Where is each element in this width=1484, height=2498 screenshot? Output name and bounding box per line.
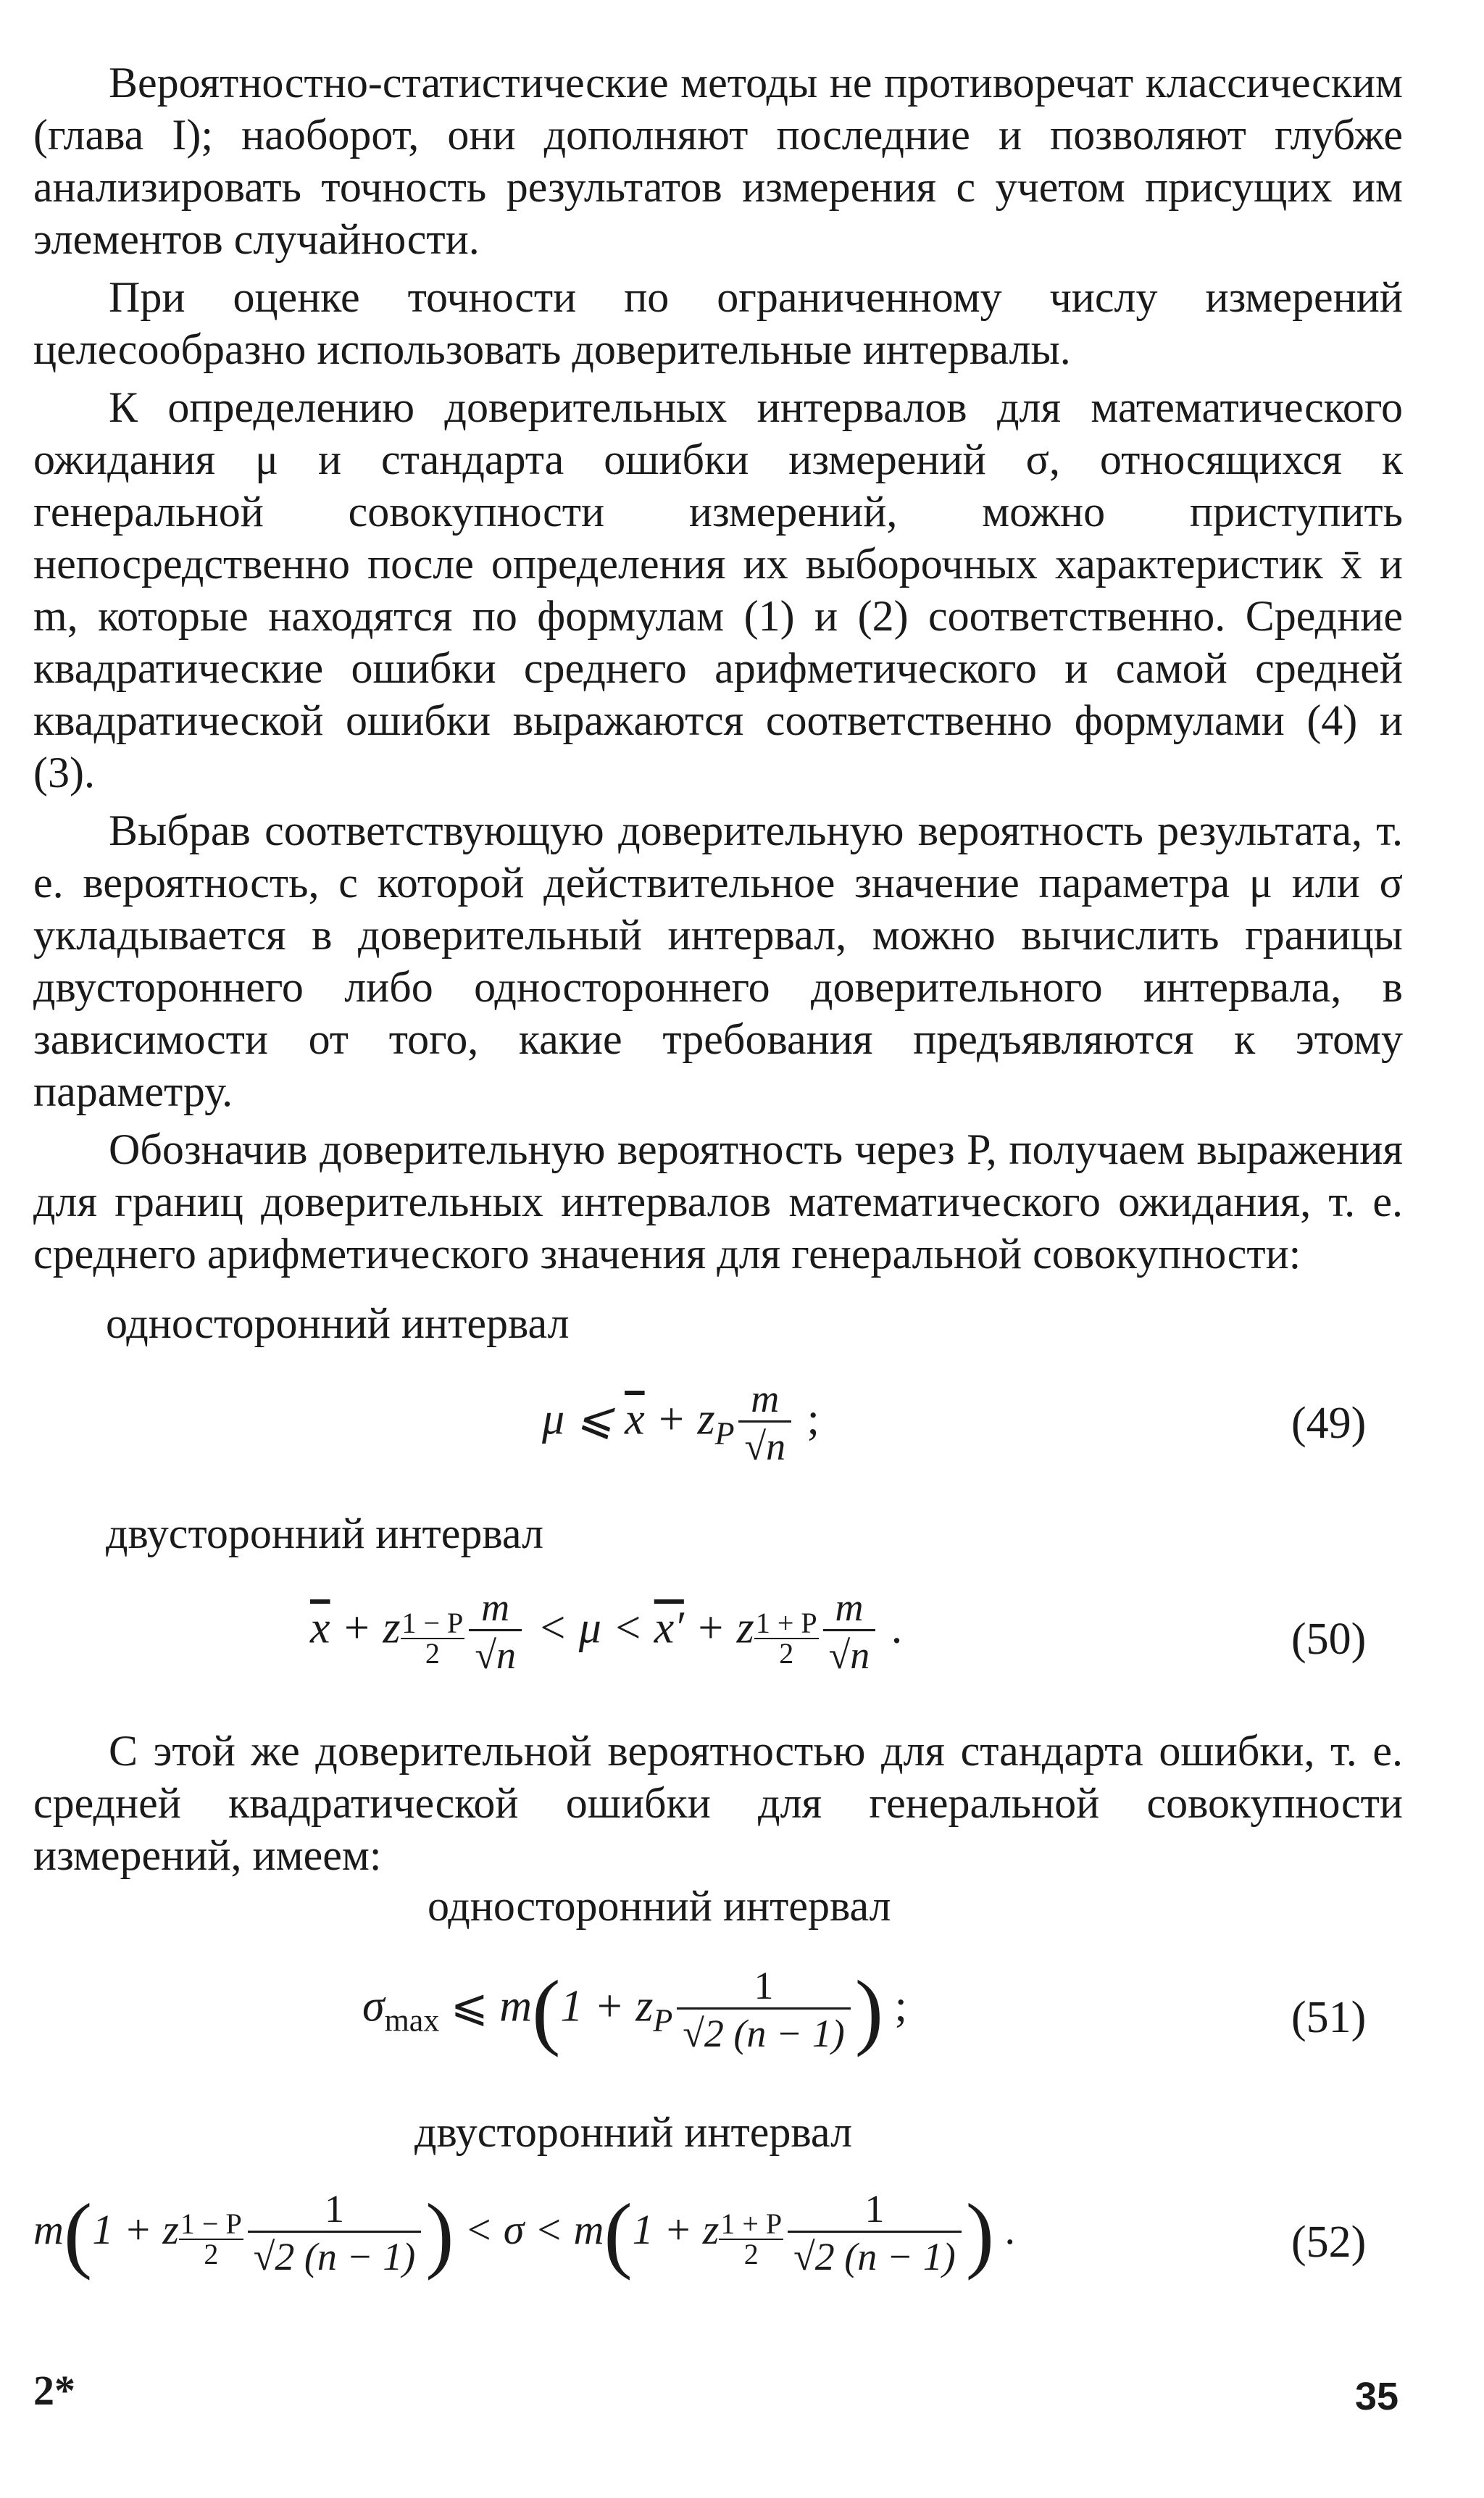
equation-number-49: (49) bbox=[1291, 1399, 1367, 1448]
eq52-num1: 1 bbox=[248, 2187, 422, 2233]
eq50-num1: m bbox=[469, 1586, 522, 1631]
eq51-sigma-sub: max bbox=[384, 2002, 440, 2039]
eq50-fraction-2 bbox=[823, 1586, 876, 1679]
eq50-sub2-den: 2 bbox=[779, 1636, 794, 1670]
eq50-fraction-1 bbox=[469, 1586, 522, 1679]
eq52-den1: √2 (n − 1) bbox=[253, 2235, 416, 2278]
paragraph-4: Выбрав соответствующую доверительную вероятность результата, т. е. вероятность, с которой действительное значение параметра μ или σ укладывается в доверительный интервал, можно вычислить границы двустороннего либо одностороннего доверительного интервала, в зависимости от того, какие требования предъявляются к этому параметру. bbox=[33, 807, 1403, 1115]
eq49-x: $\overline{x}$ bbox=[625, 1394, 645, 1444]
text-block-1 bbox=[33, 57, 1403, 1280]
eq52-sub1 bbox=[179, 2207, 243, 2270]
equation-number-52: (52) bbox=[1291, 2218, 1367, 2267]
paragraph-2: При оценке точности по ограниченному числу измерений целесообразно использовать доверительные интервалы. bbox=[33, 273, 1403, 373]
equation-52 bbox=[33, 2187, 1015, 2281]
label-one-sided-1: односторонний интервал bbox=[106, 1299, 570, 1347]
eq51-sub: P bbox=[653, 2002, 673, 2039]
page-number: 35 bbox=[1355, 2375, 1399, 2418]
eq50-sub2 bbox=[754, 1606, 819, 1670]
paragraph-3: К определению доверительных интервалов для математического ожидания μ и стандарта ошибки измерений σ, относящихся к генеральной совокупности измерений, можно приступить непосредственно после определения их выборочных характеристик x̄ и m, которые находятся по формулам (1) и (2) соответственно. Средние квадратические ошибки среднего арифметического и самой средней квадратической ошибки выражаются соответственно формулами (4) и (3). bbox=[33, 383, 1403, 796]
eq50-x1: $\overline{x}$ bbox=[310, 1603, 330, 1653]
paragraph-1: Вероятностно-статистические методы не противоречат классическим (глава I); наоборот, они дополняют последние и позволяют глубже анализировать точность результатов измерения с учетом присущих им элементов случайности. bbox=[33, 59, 1403, 263]
eq50-mid: < μ < bbox=[525, 1603, 654, 1653]
eq52-fraction-2 bbox=[788, 2187, 962, 2281]
eq49-num: m bbox=[738, 1377, 791, 1423]
eq50-sub1 bbox=[401, 1606, 465, 1670]
eq52-fraction-1 bbox=[248, 2187, 422, 2281]
eq52-sub2-den: 2 bbox=[743, 2237, 759, 2270]
eq50-sub2-num: 1 + P bbox=[755, 1606, 817, 1639]
eq51-left-paren: ( bbox=[532, 1962, 561, 2058]
equation-49 bbox=[542, 1377, 820, 1470]
eq52-m2: m bbox=[573, 2205, 604, 2253]
eq51-fraction bbox=[677, 1964, 851, 2057]
eq52-sub1-den: 2 bbox=[204, 2237, 219, 2270]
eq50-z2: + z bbox=[683, 1603, 754, 1653]
eq52-num2: 1 bbox=[788, 2187, 962, 2233]
eq52-sub2 bbox=[719, 2207, 783, 2270]
eq50-den1: √n bbox=[475, 1633, 516, 1677]
equation-50 bbox=[310, 1586, 902, 1679]
eq50-z1: + z bbox=[330, 1603, 401, 1653]
eq50-num2: m bbox=[823, 1586, 876, 1631]
eq51-tail: ; bbox=[883, 1981, 907, 2031]
eq52-right-paren-1: ) bbox=[425, 2186, 454, 2281]
eq49-fraction bbox=[738, 1377, 791, 1470]
eq52-sub2-num: 1 + P bbox=[720, 2207, 783, 2240]
paragraph-6: С этой же доверительной вероятностью для стандарта ошибки, т. е. средней квадратической ошибки для генеральной совокупности измерений, имеем: bbox=[33, 1727, 1403, 1879]
eq50-den2: √n bbox=[828, 1633, 870, 1677]
eq51-right-paren: ) bbox=[854, 1962, 884, 2058]
eq52-sub1-num: 1 − P bbox=[180, 2207, 242, 2240]
eq52-mid: < σ < bbox=[454, 2205, 574, 2253]
eq51-den: √2 (n − 1) bbox=[683, 2012, 845, 2055]
eq52-one-plus-z2: 1 + z bbox=[632, 2205, 720, 2253]
equation-number-51: (51) bbox=[1291, 1993, 1367, 2042]
eq52-left-paren-2: ( bbox=[604, 2186, 633, 2281]
signature-mark: 2* bbox=[33, 2367, 75, 2414]
eq52-right-paren-2: ) bbox=[965, 2186, 995, 2281]
eq49-tail: ; bbox=[796, 1394, 820, 1444]
label-two-sided-2: двусторонний интервал bbox=[414, 2108, 853, 2156]
eq52-tail: . bbox=[994, 2205, 1016, 2253]
eq49-sub: P bbox=[714, 1415, 735, 1452]
eq49-z: + z bbox=[644, 1394, 715, 1444]
eq52-left-paren-1: ( bbox=[63, 2186, 93, 2281]
eq52-one-plus-z1: 1 + z bbox=[92, 2205, 179, 2253]
equation-number-50: (50) bbox=[1291, 1615, 1367, 1664]
eq50-x2: x′ bbox=[654, 1603, 684, 1653]
equation-51 bbox=[362, 1964, 907, 2057]
eq51-rel: ⩽ bbox=[439, 1981, 500, 2031]
label-two-sided-1: двусторонний интервал bbox=[106, 1510, 544, 1557]
eq50-sub1-den: 2 bbox=[425, 1636, 440, 1670]
eq49-lhs: μ ⩽ bbox=[542, 1394, 625, 1444]
eq50-sub1-num: 1 − P bbox=[401, 1606, 464, 1639]
eq51-m: m bbox=[499, 1981, 533, 2031]
text-block-2 bbox=[33, 1725, 1403, 1881]
eq49-den: √n bbox=[744, 1425, 786, 1468]
eq52-den2: √2 (n − 1) bbox=[793, 2235, 956, 2278]
eq51-one-plus-z: 1 + z bbox=[560, 1981, 654, 2031]
paragraph-5: Обозначив доверительную вероятность через P, получаем выражения для границ доверительных интервалов математического ожидания, т. е. среднего арифметического значения для генеральной совокупности: bbox=[33, 1125, 1403, 1278]
eq51-sigma: σ bbox=[362, 1981, 385, 2031]
eq52-m1: m bbox=[33, 2205, 64, 2253]
eq50-tail: . bbox=[880, 1603, 903, 1653]
label-one-sided-2: односторонний интервал bbox=[428, 1882, 891, 1930]
eq51-num: 1 bbox=[677, 1964, 851, 2010]
